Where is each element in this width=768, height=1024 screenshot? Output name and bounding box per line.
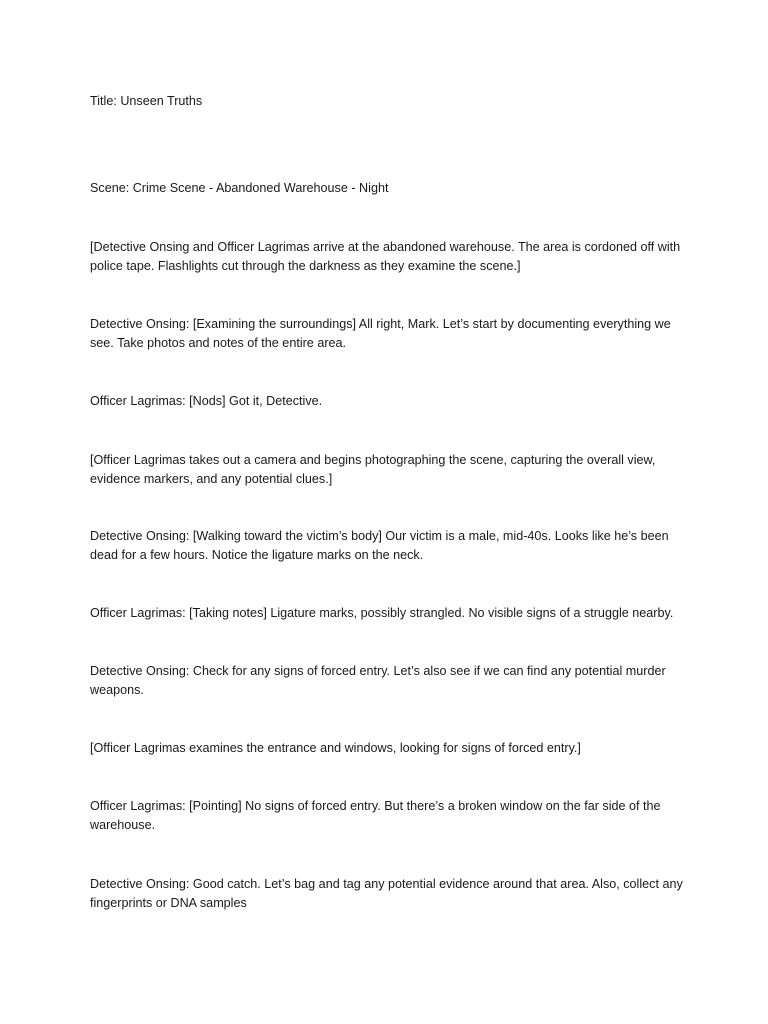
- dialogue-line: Detective Onsing: [Walking toward the victim’s body] Our victim is a male, mid-40s. Looks like he’s been dead for a few hours. Notice the ligature marks on the neck.: [90, 529, 669, 562]
- script-title: Title: Unseen Truths: [90, 94, 203, 108]
- dialogue-line: Detective Onsing: Good catch. Let’s bag and tag any potential evidence around that area. Also, collect any fingerprints or DNA samples: [90, 877, 683, 910]
- scene-heading: Scene: Crime Scene - Abandoned Warehouse - Night: [90, 181, 389, 195]
- stage-direction: [Officer Lagrimas takes out a camera and begins photographing the scene, capturing the overall view, evidence markers, and any potential clues.]: [90, 453, 656, 486]
- dialogue-line: Officer Lagrimas: [Pointing] No signs of forced entry. But there’s a broken window on the far side of the warehouse.: [90, 799, 661, 832]
- stage-direction: [Detective Onsing and Officer Lagrimas arrive at the abandoned warehouse. The area is cordoned off with police tape. Flashlights cut through the darkness as they examine the scene.]: [90, 240, 681, 273]
- dialogue-line: Detective Onsing: Check for any signs of forced entry. Let’s also see if we can find any potential murder weapons.: [90, 664, 666, 697]
- dialogue-line: Officer Lagrimas: [Nods] Got it, Detective.: [90, 394, 323, 408]
- stage-direction: [Officer Lagrimas examines the entrance and windows, looking for signs of forced entry.]: [90, 741, 581, 755]
- dialogue-line: Detective Onsing: [Examining the surroundings] All right, Mark. Let’s start by documenting everything we see. Take photos and notes of the entire area.: [90, 317, 671, 350]
- dialogue-line: Officer Lagrimas: [Taking notes] Ligature marks, possibly strangled. No visible signs of a struggle nearby.: [90, 606, 674, 620]
